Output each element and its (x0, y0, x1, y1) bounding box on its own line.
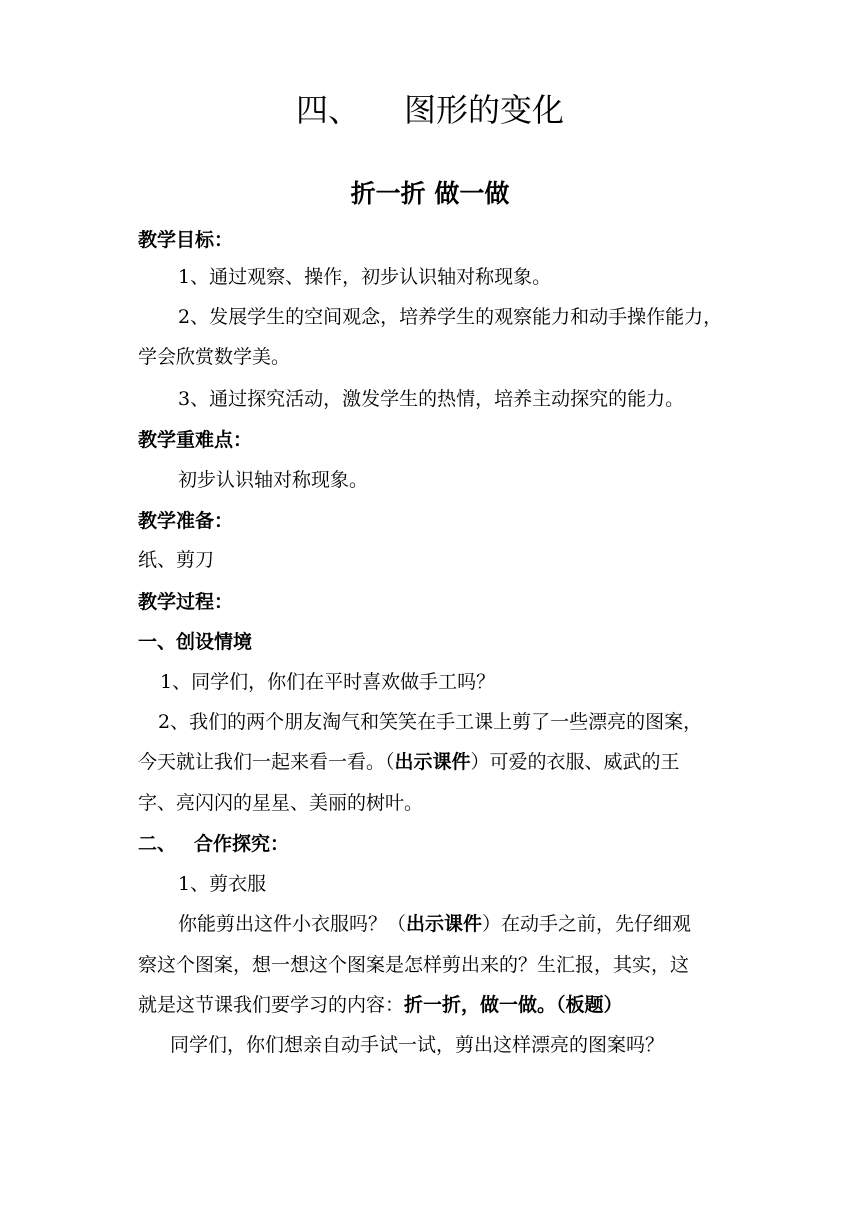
text-run: ）可爱的衣服、威武的王 (470, 751, 680, 773)
key-points-text: 初步认识轴对称现象。 (178, 469, 369, 491)
section-1-item-2-line-2 (138, 748, 860, 776)
section-1-item-1: 1、同学们，你们在平时喜欢做手工吗？ (160, 671, 496, 693)
key-points-heading: 教学重难点： (138, 429, 253, 451)
section-1-heading: 一、创设情境 (138, 631, 253, 653)
section-2-para-2: 同学们，你们想亲自动手试一试，剪出这样漂亮的图案吗？ (170, 1034, 665, 1056)
section-1-item-2-line-1: 2、我们的两个朋友淘气和笑笑在手工课上剪了一些漂亮的图案， (158, 711, 703, 733)
objective-item-1: 1、通过观察、操作，初步认识轴对称现象。 (178, 266, 552, 288)
text-run: 今天就让我们一起来看一看。（ (138, 751, 395, 773)
process-heading: 教学过程： (138, 591, 234, 613)
text-run: ）在动手之前，先仔细观 (482, 913, 692, 935)
show-slides-note: 出示课件 (406, 913, 483, 935)
section-2-title: 合作探究： (194, 833, 290, 855)
section-2-number: 二、 (138, 833, 177, 855)
chapter-name: 图形的变化 (404, 91, 565, 129)
section-2-para-1-line-1 (178, 910, 860, 938)
lesson-title: 折一折 做一做 (350, 179, 510, 208)
section-2-item-1: 1、剪衣服 (178, 873, 267, 895)
text-run: 就是这节课我们要学习的内容： (138, 994, 405, 1016)
objectives-heading: 教学目标： (138, 229, 234, 251)
section-1-item-2-line-3: 字、亮闪闪的星星、美丽的树叶。 (138, 792, 424, 814)
chapter-number: 四、 (295, 91, 360, 129)
preparation-heading: 教学准备： (138, 510, 234, 532)
chapter-title (0, 88, 860, 132)
objective-item-2-line-2: 学会欣赏数学美。 (138, 346, 291, 368)
objective-item-2-line-1: 2、发展学生的空间观念，培养学生的观察能力和动手操作能力， (178, 306, 723, 328)
text-run: 你能剪出这件小衣服吗？（ (178, 913, 407, 935)
section-2-para-1-line-2: 察这个图案，想一想这个图案是怎样剪出来的？生汇报，其实，这 (138, 954, 690, 976)
board-title-note: 折一折，做一做。（板题） (404, 994, 623, 1016)
section-2-para-1-line-3 (138, 991, 860, 1019)
show-slides-note: 出示课件 (394, 751, 471, 773)
section-2-heading (138, 830, 860, 858)
preparation-text: 纸、剪刀 (138, 549, 215, 571)
objective-item-3: 3、通过探究活动，激发学生的热情，培养主动探究的能力。 (178, 388, 685, 410)
